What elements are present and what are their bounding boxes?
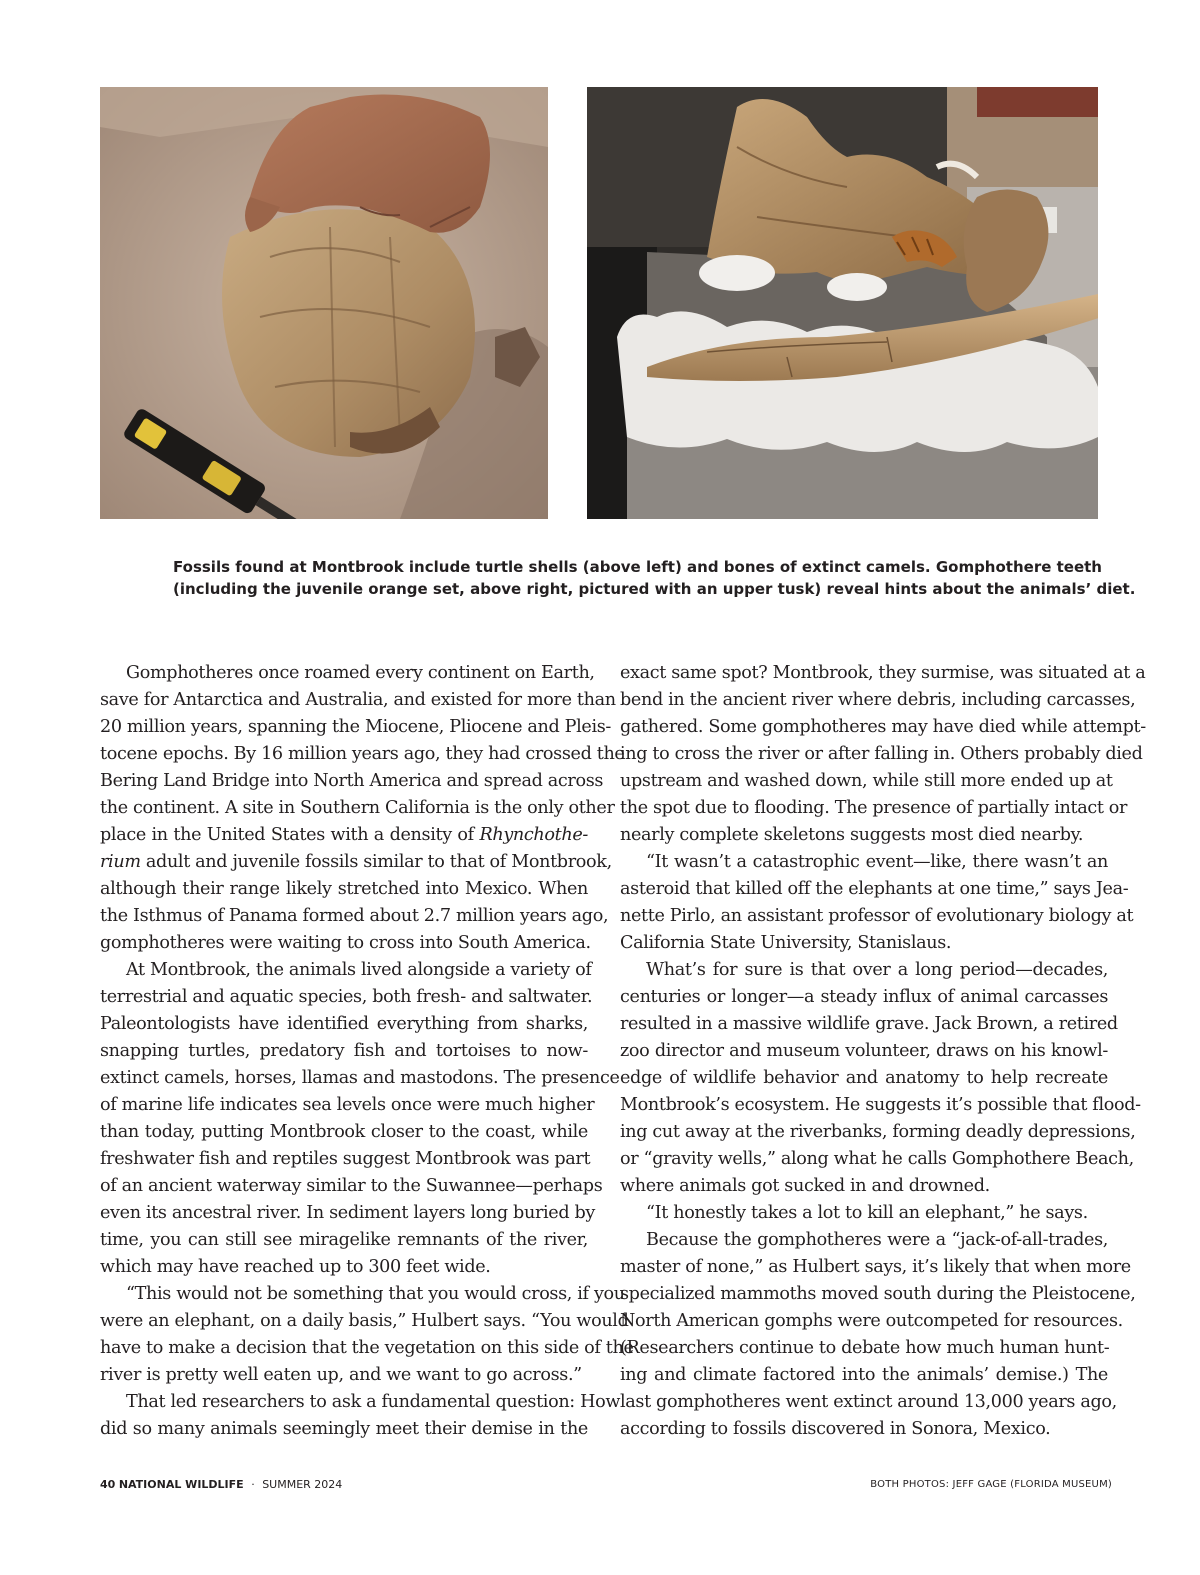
photo-caption	[173, 556, 1136, 600]
text-line: than today, putting Montbrook closer to the coast, while	[100, 1122, 588, 1142]
text-line: Bering Land Bridge into North America and spread across	[100, 771, 604, 791]
text-line: did so many animals seemingly meet their demise in the	[100, 1419, 588, 1439]
text-line: ing cut away at the riverbanks, forming deadly depressions,	[620, 1122, 1136, 1142]
text-line: where animals got sucked in and drowned.	[620, 1176, 990, 1196]
photo-gomphothere-fossils	[587, 87, 1098, 519]
text-line: zoo director and museum volunteer, draws on his knowl-	[620, 1041, 1108, 1061]
issue-label: SUMMER 2024	[262, 1478, 343, 1491]
caption-line-2: (including the juvenile orange set, above right, pictured with an upper tusk) reveal hints about the animals’ diet.	[173, 580, 1136, 598]
text-line: edge of wildlife behavior and anatomy to help recreate	[620, 1068, 1108, 1088]
text-line: At Montbrook, the animals lived alongside a variety of	[126, 960, 592, 980]
text-line: nearly complete skeletons suggests most died nearby.	[620, 825, 1084, 845]
text-line: Because the gomphotheres were a “jack-of-all-trades,	[646, 1230, 1108, 1250]
text-line: What’s for sure is that over a long period—decades,	[646, 960, 1108, 980]
text-line-run: place in the United States with a density of	[100, 825, 480, 845]
footer-separator: ·	[251, 1478, 255, 1491]
text-line: master of none,” as Hulbert says, it’s likely that when more	[620, 1257, 1131, 1277]
text-line: upstream and washed down, while still more ended up at	[620, 771, 1113, 791]
text-line: “This would not be something that you would cross, if you	[126, 1284, 625, 1304]
text-line: gathered. Some gomphotheres may have died while attempt-	[620, 717, 1146, 737]
text-line: the spot due to flooding. The presence of partially intact or	[620, 798, 1128, 818]
text-line: resulted in a massive wildlife grave. Jack Brown, a retired	[620, 1014, 1118, 1034]
caption-line-1: Fossils found at Montbrook include turtle shells (above left) and bones of extinct camels. Gomphothere teeth	[173, 558, 1102, 576]
text-line: bend in the ancient river where debris, including carcasses,	[620, 690, 1136, 710]
text-line: were an elephant, on a daily basis,” Hulbert says. “You would	[100, 1311, 629, 1331]
text-line: the continent. A site in Southern California is the only other	[100, 798, 615, 818]
text-line: of marine life indicates sea levels once were much higher	[100, 1095, 595, 1115]
text-line: ing and climate factored into the animals’ demise.) The	[620, 1365, 1108, 1385]
text-line: according to fossils discovered in Sonora, Mexico.	[620, 1419, 1051, 1439]
text-line: terrestrial and aquatic species, both fresh- and saltwater.	[100, 987, 593, 1007]
italic-species-name: rium	[100, 852, 141, 872]
text-line: “It honestly takes a lot to kill an elephant,” he says.	[646, 1203, 1088, 1223]
text-line: have to make a decision that the vegetation on this side of the	[100, 1338, 634, 1358]
text-line: nette Pirlo, an assistant professor of evolutionary biology at	[620, 906, 1134, 926]
text-line: even its ancestral river. In sediment layers long buried by	[100, 1203, 596, 1223]
text-line	[100, 849, 612, 876]
photo-turtle-shell	[100, 87, 548, 519]
text-line-run: adult and juvenile fossils similar to that of Montbrook,	[140, 852, 612, 872]
text-line: centuries or longer—a steady influx of animal carcasses	[620, 987, 1108, 1007]
text-line: specialized mammoths moved south during the Pleistocene,	[620, 1284, 1136, 1304]
gomphothere-illustration	[587, 87, 1098, 519]
text-line: extinct camels, horses, llamas and mastodons. The presence	[100, 1068, 620, 1088]
text-line: (Researchers continue to debate how much human hunt-	[620, 1338, 1110, 1358]
text-line: Gomphotheres once roamed every continent on Earth,	[126, 663, 595, 683]
text-line: Paleontologists have identified everything from sharks,	[100, 1014, 588, 1034]
text-line: asteroid that killed off the elephants at one time,” says Jea-	[620, 879, 1129, 899]
text-line: tocene epochs. By 16 million years ago, they had crossed the	[100, 744, 625, 764]
text-line: time, you can still see miragelike remnants of the river,	[100, 1230, 588, 1250]
text-line: North American gomphs were outcompeted for resources.	[620, 1311, 1123, 1331]
italic-species-name: Rhynchothe-	[479, 825, 588, 845]
article-column-left	[100, 660, 634, 1443]
text-line: river is pretty well eaten up, and we want to go across.”	[100, 1365, 582, 1385]
text-line: exact same spot? Montbrook, they surmise, was situated at a	[620, 663, 1146, 683]
text-line	[100, 822, 588, 849]
text-line: although their range likely stretched into Mexico. When	[100, 879, 588, 899]
text-line: “It wasn’t a catastrophic event—like, there wasn’t an	[646, 852, 1108, 872]
text-line: snapping turtles, predatory fish and tortoises to now-	[100, 1041, 588, 1061]
article-column-right	[620, 660, 1146, 1443]
photo-credit: BOTH PHOTOS: JEFF GAGE (FLORIDA MUSEUM)	[870, 1479, 1112, 1490]
turtle-shell-illustration	[100, 87, 548, 519]
text-line: ing to cross the river or after falling in. Others probably died	[620, 744, 1143, 764]
text-line: That led researchers to ask a fundamental question: How	[126, 1392, 621, 1412]
text-line: or “gravity wells,” along what he calls Gomphothere Beach,	[620, 1149, 1134, 1169]
page-number: 40	[100, 1478, 116, 1491]
magazine-name: NATIONAL WILDLIFE	[118, 1478, 244, 1491]
text-line: last gomphotheres went extinct around 13,000 years ago,	[620, 1392, 1117, 1412]
text-line: which may have reached up to 300 feet wide.	[100, 1257, 491, 1277]
text-line: California State University, Stanislaus.	[620, 933, 952, 953]
text-line: save for Antarctica and Australia, and existed for more than	[100, 690, 616, 710]
text-line: freshwater fish and reptiles suggest Montbrook was part	[100, 1149, 591, 1169]
text-line: 20 million years, spanning the Miocene, Pliocene and Pleis-	[100, 717, 612, 737]
text-line: of an ancient waterway similar to the Suwannee—perhaps	[100, 1176, 603, 1196]
text-line: Montbrook’s ecosystem. He suggests it’s possible that flood-	[620, 1095, 1141, 1115]
text-line: gomphotheres were waiting to cross into South America.	[100, 933, 591, 953]
text-line: the Isthmus of Panama formed about 2.7 million years ago,	[100, 906, 609, 926]
page-footer	[100, 1476, 342, 1494]
